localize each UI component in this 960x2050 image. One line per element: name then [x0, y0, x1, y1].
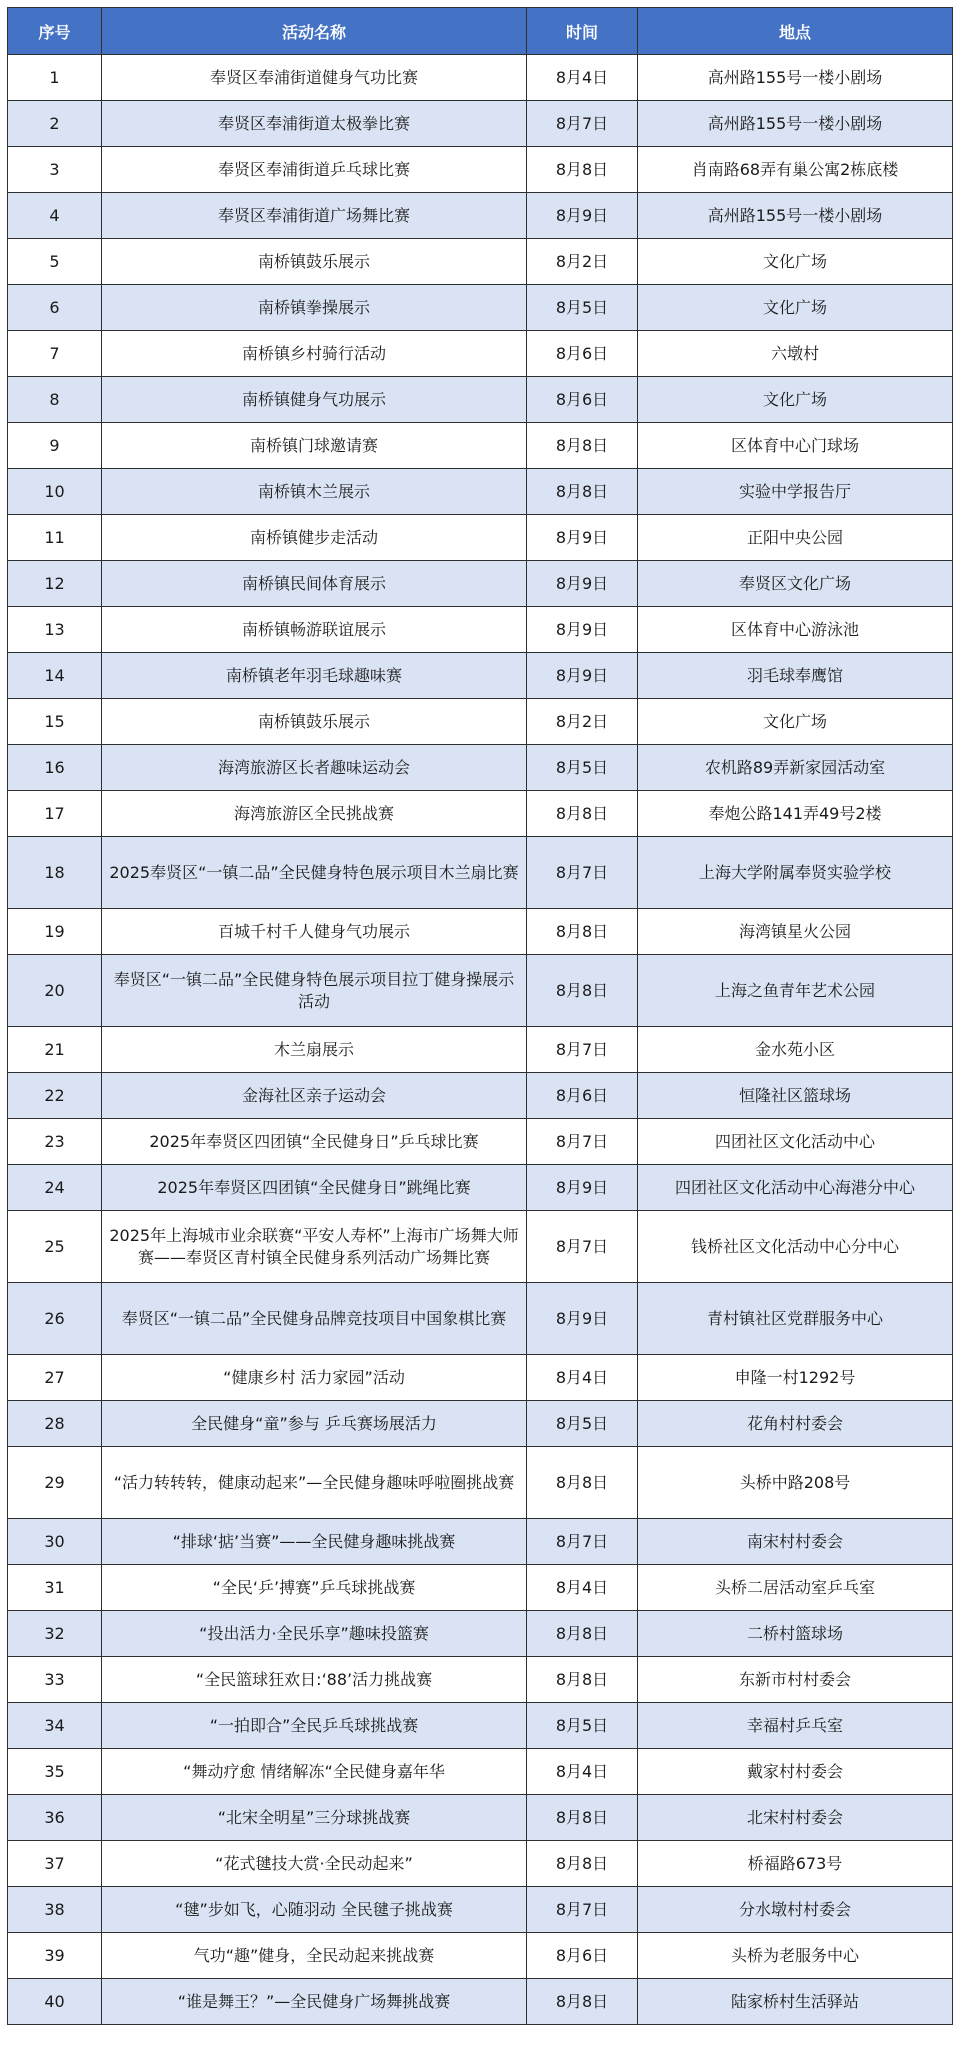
- table-row: [8, 285, 953, 331]
- table-row: [8, 55, 953, 101]
- header-date: 时间: [527, 8, 638, 55]
- cell-index: 37: [8, 1841, 102, 1887]
- cell-date: 8月6日: [527, 331, 638, 377]
- table-row: [8, 955, 953, 1027]
- cell-activity-name: 南桥镇木兰展示: [102, 469, 527, 515]
- table-row: [8, 1933, 953, 1979]
- cell-location: 实验中学报告厅: [638, 469, 953, 515]
- table-row: [8, 909, 953, 955]
- cell-date: 8月8日: [527, 1979, 638, 2025]
- table-row: [8, 1979, 953, 2025]
- cell-activity-name: 南桥镇健步走活动: [102, 515, 527, 561]
- cell-location: 陆家桥村生活驿站: [638, 1979, 953, 2025]
- cell-activity-name: 全民健身“童”参与 乒乓赛场展活力: [102, 1401, 527, 1447]
- cell-date: 8月9日: [527, 653, 638, 699]
- table-row: [8, 837, 953, 909]
- cell-location: 羽毛球奉鹰馆: [638, 653, 953, 699]
- cell-index: 24: [8, 1165, 102, 1211]
- cell-index: 30: [8, 1519, 102, 1565]
- cell-index: 13: [8, 607, 102, 653]
- cell-location: 花角村村委会: [638, 1401, 953, 1447]
- cell-date: 8月5日: [527, 285, 638, 331]
- cell-location: 分水墩村村委会: [638, 1887, 953, 1933]
- cell-location: 区体育中心游泳池: [638, 607, 953, 653]
- cell-date: 8月7日: [527, 1519, 638, 1565]
- cell-location: 钱桥社区文化活动中心分中心: [638, 1211, 953, 1283]
- cell-date: 8月8日: [527, 1841, 638, 1887]
- cell-activity-name: 奉贤区奉浦街道太极拳比赛: [102, 101, 527, 147]
- cell-index: 2: [8, 101, 102, 147]
- table-row: [8, 1073, 953, 1119]
- cell-activity-name: 南桥镇门球邀请赛: [102, 423, 527, 469]
- cell-index: 38: [8, 1887, 102, 1933]
- table-row: [8, 1611, 953, 1657]
- cell-date: 8月9日: [527, 193, 638, 239]
- cell-activity-name: 南桥镇民间体育展示: [102, 561, 527, 607]
- cell-location: 头桥二居活动室乒乓室: [638, 1565, 953, 1611]
- cell-activity-name: 百城千村千人健身气功展示: [102, 909, 527, 955]
- cell-date: 8月2日: [527, 699, 638, 745]
- cell-activity-name: 奉贤区奉浦街道乒乓球比赛: [102, 147, 527, 193]
- cell-date: 8月5日: [527, 1703, 638, 1749]
- cell-location: 幸福村乒乓室: [638, 1703, 953, 1749]
- table-row: [8, 423, 953, 469]
- cell-activity-name: “谁是舞王？”—全民健身广场舞挑战赛: [102, 1979, 527, 2025]
- cell-date: 8月8日: [527, 791, 638, 837]
- table-row: [8, 515, 953, 561]
- cell-location: 头桥中路208号: [638, 1447, 953, 1519]
- cell-date: 8月8日: [527, 955, 638, 1027]
- cell-activity-name: “全民篮球狂欢日:‘88’活力挑战赛: [102, 1657, 527, 1703]
- cell-index: 18: [8, 837, 102, 909]
- cell-location: 正阳中央公园: [638, 515, 953, 561]
- cell-date: 8月8日: [527, 1611, 638, 1657]
- cell-date: 8月7日: [527, 1887, 638, 1933]
- cell-index: 31: [8, 1565, 102, 1611]
- table-row: [8, 1841, 953, 1887]
- cell-activity-name: 2025年上海城市业余联赛“平安人寿杯”上海市广场舞大师赛——奉贤区青村镇全民健身系列活动广场舞比赛: [102, 1211, 527, 1283]
- table-row: [8, 377, 953, 423]
- cell-index: 8: [8, 377, 102, 423]
- cell-date: 8月2日: [527, 239, 638, 285]
- cell-activity-name: 南桥镇鼓乐展示: [102, 239, 527, 285]
- cell-location: 头桥为老服务中心: [638, 1933, 953, 1979]
- cell-date: 8月8日: [527, 423, 638, 469]
- table-row: [8, 239, 953, 285]
- cell-location: 二桥村篮球场: [638, 1611, 953, 1657]
- cell-date: 8月5日: [527, 745, 638, 791]
- cell-activity-name: 南桥镇鼓乐展示: [102, 699, 527, 745]
- cell-index: 28: [8, 1401, 102, 1447]
- cell-location: 肖南路68弄有巢公寓2栋底楼: [638, 147, 953, 193]
- cell-date: 8月8日: [527, 1657, 638, 1703]
- cell-index: 20: [8, 955, 102, 1027]
- cell-location: 北宋村村委会: [638, 1795, 953, 1841]
- table-row: [8, 1401, 953, 1447]
- cell-location: 高州路155号一楼小剧场: [638, 55, 953, 101]
- cell-date: 8月8日: [527, 909, 638, 955]
- table-header-row: [8, 8, 953, 55]
- table-row: [8, 1119, 953, 1165]
- cell-activity-name: “投出活力·全民乐享”趣味投篮赛: [102, 1611, 527, 1657]
- table-row: [8, 147, 953, 193]
- cell-location: 青村镇社区党群服务中心: [638, 1283, 953, 1355]
- cell-location: 奉贤区文化广场: [638, 561, 953, 607]
- cell-index: 33: [8, 1657, 102, 1703]
- cell-date: 8月8日: [527, 147, 638, 193]
- cell-index: 26: [8, 1283, 102, 1355]
- cell-activity-name: “活力转转转，健康动起来”—全民健身趣味呼啦圈挑战赛: [102, 1447, 527, 1519]
- cell-location: 南宋村村委会: [638, 1519, 953, 1565]
- cell-date: 8月6日: [527, 377, 638, 423]
- cell-index: 40: [8, 1979, 102, 2025]
- cell-activity-name: 奉贤区奉浦街道健身气功比赛: [102, 55, 527, 101]
- cell-location: 文化广场: [638, 239, 953, 285]
- cell-index: 1: [8, 55, 102, 101]
- cell-date: 8月5日: [527, 1401, 638, 1447]
- cell-activity-name: 2025年奉贤区四团镇“全民健身日”跳绳比赛: [102, 1165, 527, 1211]
- cell-date: 8月7日: [527, 1119, 638, 1165]
- cell-activity-name: 奉贤区“一镇二品”全民健身品牌竞技项目中国象棋比赛: [102, 1283, 527, 1355]
- table-row: [8, 699, 953, 745]
- header-index: 序号: [8, 8, 102, 55]
- cell-location: 六墩村: [638, 331, 953, 377]
- table-row: [8, 1283, 953, 1355]
- cell-location: 恒隆社区篮球场: [638, 1073, 953, 1119]
- cell-index: 32: [8, 1611, 102, 1657]
- cell-index: 21: [8, 1027, 102, 1073]
- cell-index: 39: [8, 1933, 102, 1979]
- cell-activity-name: “舞动疗愈 情绪解冻“全民健身嘉年华: [102, 1749, 527, 1795]
- cell-activity-name: 气功“趣”健身，全民动起来挑战赛: [102, 1933, 527, 1979]
- table-row: [8, 1165, 953, 1211]
- cell-date: 8月8日: [527, 469, 638, 515]
- cell-index: 19: [8, 909, 102, 955]
- table-row: [8, 1211, 953, 1283]
- cell-activity-name: 南桥镇畅游联谊展示: [102, 607, 527, 653]
- cell-location: 戴家村村委会: [638, 1749, 953, 1795]
- table-row: [8, 1795, 953, 1841]
- table-row: [8, 607, 953, 653]
- cell-index: 6: [8, 285, 102, 331]
- cell-location: 文化广场: [638, 285, 953, 331]
- cell-index: 34: [8, 1703, 102, 1749]
- cell-date: 8月4日: [527, 1565, 638, 1611]
- cell-index: 3: [8, 147, 102, 193]
- cell-location: 高州路155号一楼小剧场: [638, 193, 953, 239]
- cell-date: 8月8日: [527, 1447, 638, 1519]
- cell-date: 8月9日: [527, 1165, 638, 1211]
- table-row: [8, 469, 953, 515]
- cell-location: 海湾镇星火公园: [638, 909, 953, 955]
- cell-activity-name: “全民‘乒’搏赛”乒乓球挑战赛: [102, 1565, 527, 1611]
- cell-activity-name: 南桥镇健身气功展示: [102, 377, 527, 423]
- cell-index: 11: [8, 515, 102, 561]
- table-row: [8, 561, 953, 607]
- cell-activity-name: 南桥镇乡村骑行活动: [102, 331, 527, 377]
- cell-date: 8月7日: [527, 1027, 638, 1073]
- cell-date: 8月6日: [527, 1073, 638, 1119]
- table-row: [8, 101, 953, 147]
- cell-location: 上海大学附属奉贤实验学校: [638, 837, 953, 909]
- cell-index: 22: [8, 1073, 102, 1119]
- table-row: [8, 1519, 953, 1565]
- cell-index: 9: [8, 423, 102, 469]
- cell-index: 25: [8, 1211, 102, 1283]
- cell-activity-name: “花式毽技大赏·全民动起来”: [102, 1841, 527, 1887]
- cell-location: 文化广场: [638, 699, 953, 745]
- cell-location: 东新市村村委会: [638, 1657, 953, 1703]
- table-row: [8, 1657, 953, 1703]
- cell-date: 8月4日: [527, 55, 638, 101]
- cell-index: 7: [8, 331, 102, 377]
- cell-location: 金水苑小区: [638, 1027, 953, 1073]
- table-row: [8, 1887, 953, 1933]
- cell-activity-name: 奉贤区“一镇二品”全民健身特色展示项目拉丁健身操展示活动: [102, 955, 527, 1027]
- table-row: [8, 331, 953, 377]
- cell-index: 35: [8, 1749, 102, 1795]
- cell-date: 8月7日: [527, 1211, 638, 1283]
- table-row: [8, 1447, 953, 1519]
- cell-date: 8月9日: [527, 515, 638, 561]
- cell-location: 农机路89弄新家园活动室: [638, 745, 953, 791]
- cell-location: 奉炮公路141弄49号2楼: [638, 791, 953, 837]
- cell-date: 8月9日: [527, 607, 638, 653]
- cell-location: 申隆一村1292号: [638, 1355, 953, 1401]
- cell-date: 8月4日: [527, 1355, 638, 1401]
- cell-date: 8月9日: [527, 561, 638, 607]
- header-location: 地点: [638, 8, 953, 55]
- cell-activity-name: 木兰扇展示: [102, 1027, 527, 1073]
- cell-activity-name: 海湾旅游区长者趣味运动会: [102, 745, 527, 791]
- cell-location: 高州路155号一楼小剧场: [638, 101, 953, 147]
- activity-schedule-table: [7, 7, 953, 2025]
- table-row: [8, 1565, 953, 1611]
- cell-date: 8月7日: [527, 101, 638, 147]
- cell-activity-name: “北宋全明星”三分球挑战赛: [102, 1795, 527, 1841]
- cell-index: 29: [8, 1447, 102, 1519]
- cell-index: 27: [8, 1355, 102, 1401]
- cell-location: 文化广场: [638, 377, 953, 423]
- cell-location: 四团社区文化活动中心: [638, 1119, 953, 1165]
- cell-index: 14: [8, 653, 102, 699]
- table-row: [8, 193, 953, 239]
- cell-date: 8月6日: [527, 1933, 638, 1979]
- table-row: [8, 653, 953, 699]
- cell-index: 12: [8, 561, 102, 607]
- cell-activity-name: 2025年奉贤区四团镇“全民健身日”乒乓球比赛: [102, 1119, 527, 1165]
- cell-date: 8月9日: [527, 1283, 638, 1355]
- cell-index: 15: [8, 699, 102, 745]
- table-row: [8, 745, 953, 791]
- cell-date: 8月8日: [527, 1795, 638, 1841]
- table-row: [8, 1027, 953, 1073]
- cell-date: 8月7日: [527, 837, 638, 909]
- cell-activity-name: “健康乡村 活力家园”活动: [102, 1355, 527, 1401]
- cell-activity-name: 奉贤区奉浦街道广场舞比赛: [102, 193, 527, 239]
- cell-location: 四团社区文化活动中心海港分中心: [638, 1165, 953, 1211]
- cell-index: 23: [8, 1119, 102, 1165]
- cell-activity-name: “毽”步如飞，心随羽动 全民毽子挑战赛: [102, 1887, 527, 1933]
- cell-activity-name: 金海社区亲子运动会: [102, 1073, 527, 1119]
- table-row: [8, 1749, 953, 1795]
- cell-location: 桥福路673号: [638, 1841, 953, 1887]
- cell-activity-name: “排球‘掂’当赛”——全民健身趣味挑战赛: [102, 1519, 527, 1565]
- cell-activity-name: 南桥镇老年羽毛球趣味赛: [102, 653, 527, 699]
- cell-index: 5: [8, 239, 102, 285]
- table-row: [8, 1703, 953, 1749]
- cell-date: 8月4日: [527, 1749, 638, 1795]
- cell-activity-name: 2025奉贤区“一镇二品”全民健身特色展示项目木兰扇比赛: [102, 837, 527, 909]
- cell-index: 4: [8, 193, 102, 239]
- table-row: [8, 791, 953, 837]
- cell-index: 17: [8, 791, 102, 837]
- cell-location: 区体育中心门球场: [638, 423, 953, 469]
- cell-index: 36: [8, 1795, 102, 1841]
- cell-location: 上海之鱼青年艺术公园: [638, 955, 953, 1027]
- cell-activity-name: “一拍即合”全民乒乓球挑战赛: [102, 1703, 527, 1749]
- table-row: [8, 1355, 953, 1401]
- cell-index: 10: [8, 469, 102, 515]
- activity-schedule-table-container: [7, 7, 952, 2025]
- header-activity-name: 活动名称: [102, 8, 527, 55]
- cell-activity-name: 南桥镇拳操展示: [102, 285, 527, 331]
- cell-index: 16: [8, 745, 102, 791]
- cell-activity-name: 海湾旅游区全民挑战赛: [102, 791, 527, 837]
